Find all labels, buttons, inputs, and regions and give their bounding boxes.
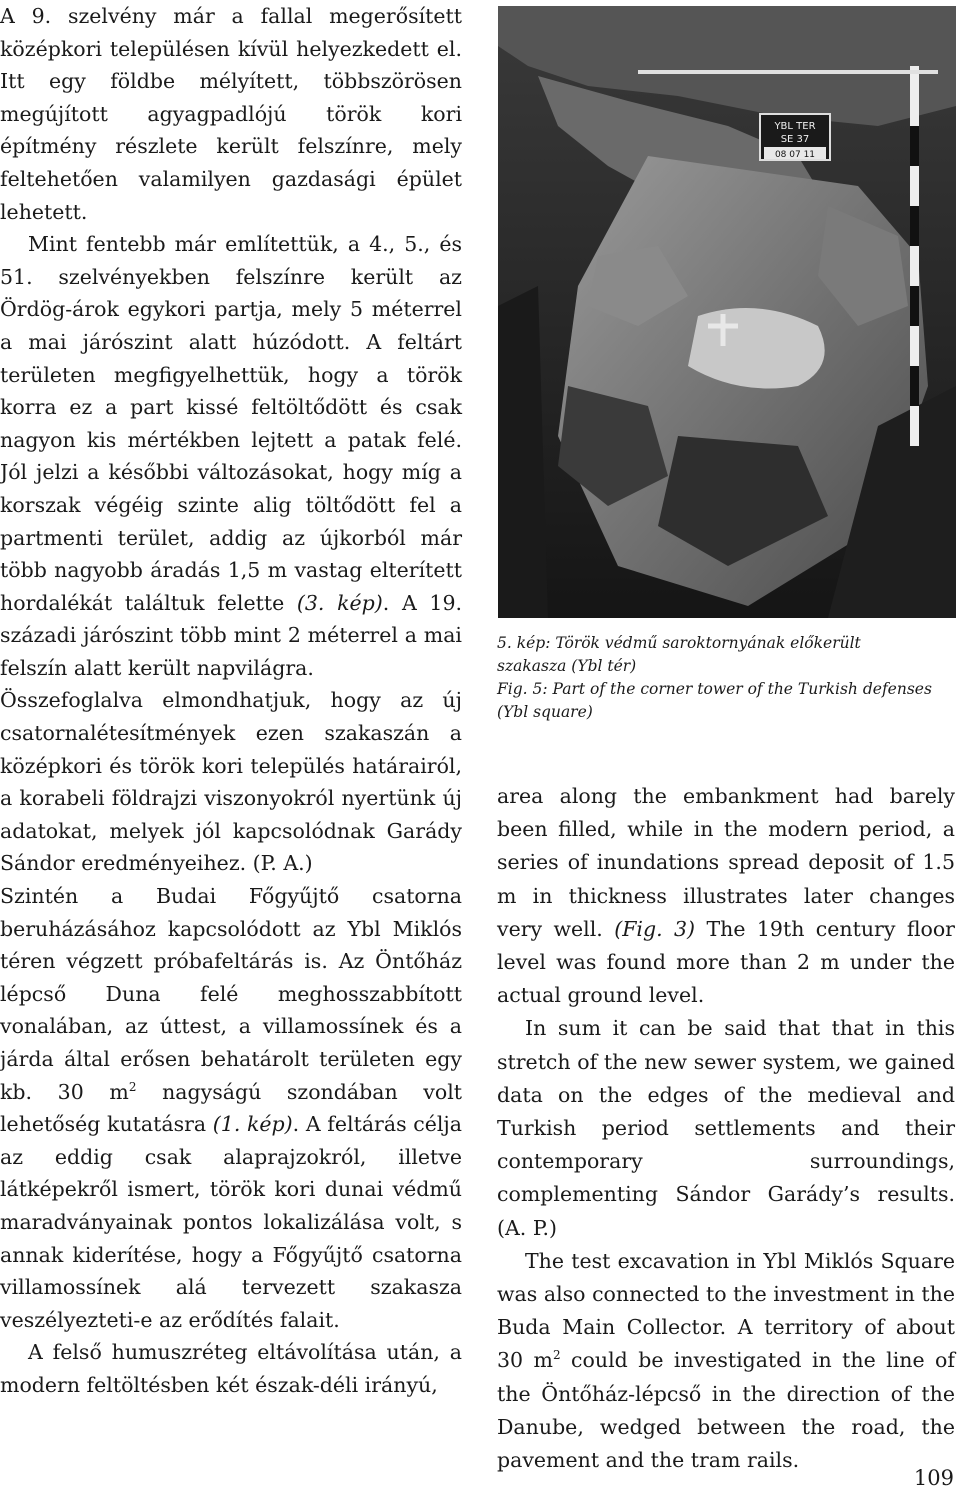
figure-ref-3: (3. kép) bbox=[296, 590, 383, 615]
page-number: 109 bbox=[913, 1466, 954, 1490]
paragraph-hu-2-text-b: . A 19. századi járószint több mint 2 méterrel a mai felszín alatt került napvilágra. bbox=[0, 590, 463, 680]
caption-en-line-2: (Ybl square) bbox=[497, 703, 593, 721]
superscript-2: 2 bbox=[128, 1079, 137, 1094]
excavation-photo bbox=[498, 6, 956, 618]
paragraph-hu-4 bbox=[0, 880, 462, 1336]
caption-hu-line-1: 5. kép: Török védmű saroktornyának előkerült bbox=[497, 634, 861, 652]
paragraph-en-3 bbox=[497, 1245, 955, 1477]
paragraph-hu-4-text-b: nagyságú szondában volt lehetőség kutatásra bbox=[0, 1079, 462, 1137]
paragraph-en-3-text-b: could be investigated in the line of the Öntőház-lépcső in the direction of the Danube, wedged between the road, the pavement and the tram rails. bbox=[497, 1348, 955, 1473]
paragraph-en-2: In sum it can be said that that in this stretch of the new sewer system, we gained data on the edges of the medieval and Turkish period settlements and their contemporary surroundings, complementing Sándor Garády’s results. (A. P.) bbox=[497, 1016, 955, 1240]
paragraph-hu-4-text-a: Szintén a Budai Főgyűjtő csatorna beruházásához kapcsolódott az Ybl Miklós téren végzett próbafeltárás is. Az Öntőház lépcső Duna felé meghosszabbított vonalában, az úttest, a villamossínek és a járda által erősen behatárolt területen egy kb. 30 m bbox=[0, 884, 462, 1104]
paragraph-en-1-text-a: area along the embankment had barely been filled, while in the modern period, a series of inundations spread deposit of 1.5 m in thickness illustrates later changes very well. bbox=[497, 784, 955, 941]
paragraph-en-3-text-a: The test excavation in Ybl Miklós Square was also connected to the investment in the Buda Main Collector. A territory of about 30 m bbox=[497, 1248, 955, 1373]
figure-ref-1: (1. kép) bbox=[212, 1112, 293, 1137]
paragraph-hu-1: A 9. szelvény már a fallal megerősített középkori településen kívül helyezkedett el. Itt egy földbe mélyített, többszörösen megújított agyagpadlójú török kori építmény részlete került felszínre, mely feltehetően valamilyen gazdasági épület lehetett. bbox=[0, 4, 462, 224]
right-text-column bbox=[497, 780, 955, 1477]
sign-text-1: YBL TER bbox=[774, 121, 816, 132]
left-text-column bbox=[0, 0, 462, 1402]
caption-en-line-1: Fig. 5: Part of the corner tower of the Turkish defenses bbox=[497, 680, 932, 698]
caption-hu-line-2: szakasza (Ybl tér) bbox=[497, 657, 637, 675]
paragraph-en-1 bbox=[497, 780, 955, 1012]
paragraph-en-1-text-b: The 19th century floor level was found more than 2 m under the actual ground level. bbox=[497, 916, 955, 1008]
paragraph-hu-2-text-a: Mint fentebb már említettük, a 4., 5., és 51. szelvényekben felszínre került az Ördög-árok egykori partja, mely 5 méterrel a mai járószint alatt húzódott. A feltárt területen megfigyelhettük, hogy a török korra ez a part kissé feltöltődött és csak nagyon kis mértékben lejtett a patak felé. Jól jelzi a későbbi változásokat, hogy míg a korszak végéig szinte alig töltődött fel a partmenti terület, addig az újkorból már több nagyobb áradás 1,5 m vastag elterített hordalékát találtuk felette bbox=[0, 232, 462, 615]
superscript-2-en: 2 bbox=[552, 1348, 561, 1363]
paragraph-hu-2 bbox=[0, 228, 462, 684]
sign-text-2: SE 37 bbox=[780, 134, 810, 145]
paragraph-hu-3: Összefoglalva elmondhatjuk, hogy az új csatornalétesítmények ezen szakaszán a középkori és török kori település határairól, a korabeli földrajzi viszonyokról nyertünk új adatokat, melyek jól kapcsolódnak Garády Sándor eredményeihez. (P. A.) bbox=[0, 688, 462, 876]
figure-caption bbox=[497, 632, 959, 724]
paragraph-hu-4-text-c: . A feltárás célja az eddig csak alaprajzokról, illetve látképekről ismert, török kori dunai védmű maradványainak pontos lokalizálása volt, s annak kiderítése, hogy a Főgyűjtő csatorna villamossínek alá tervezett szakasza veszélyezteti-e az erődítés falait. bbox=[0, 1112, 462, 1332]
paragraph-hu-5: A felső humuszréteg eltávolítása után, a modern feltöltésben két észak-déli irányú, bbox=[0, 1340, 462, 1397]
excavation-photo-drawing bbox=[498, 6, 956, 618]
sign-text-3: 08 07 11 bbox=[774, 150, 816, 160]
figure-ref-fig3: (Fig. 3) bbox=[614, 916, 696, 941]
